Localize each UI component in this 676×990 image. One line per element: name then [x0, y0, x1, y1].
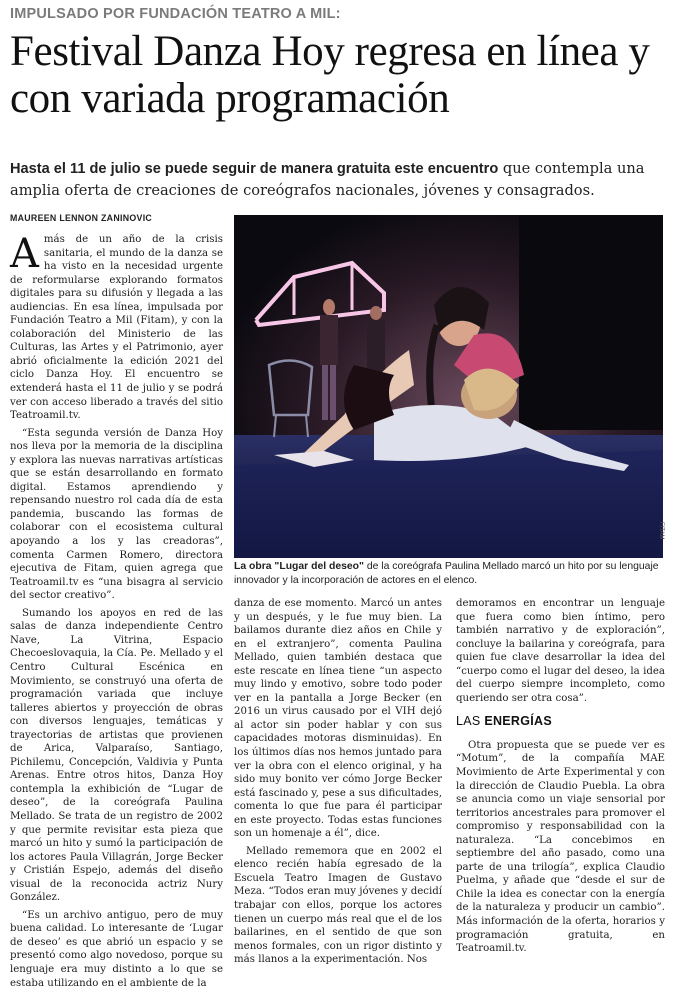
- article-paragraph: danza de ese momento. Marcó un antes y un después, y le fue muy bien. La bailamos durante diez años en Chile y en el extranjero”, comenta Paulina Mellado, quien también destaca que este rescate en línea tiene “un aspecto muy lindo y emotivo, sobre todo poder ver en la pantalla a Jorge Becker (en 2016 un virus causado por el VIH dejó al actor sin poder hablar y con sus capacidades motoras disminuidas). En los últimos días nos hemos juntado para ver la obra con el elenco original, y ha sido muy bonito ver cómo Jorge Becker está fascinado y, pese a sus dificultades, comenta lo que fue para él participar en este proyecto. Todas estas funciones son un homenaje a él”, dice.: [234, 598, 443, 840]
- article-paragraph: Sumando los apoyos en red de las salas de danza independiente Centro Nave, La Vitrina, Espacio Checoeslovaquia, la Cía. Pe. Mellado y el Centro Cultural Escénica en Movimiento, se construyó una oferta de programación variada que incluye talleres abiertos y proyección de obras con diversos lenguajes, temáticas y trayectorias de artistas que provienen de Arica, Valparaíso, Santiago, Pichilemu, Concepción, Valdivia y Punta Arenas. Entre otros hitos, Danza Hoy contempla la exhibición de “Lugar de deseo”, de la coreógrafa Paulina Mellado. Se trata de un registro de 2002 y que permite revisitar esta pieza que marcó un hito y sumó la participación de los actores Paula Villagrán, Jorge Becker y Cristián Espejo, además del diseño visual de la reconocida actriz Nury González.: [10, 607, 223, 904]
- article-paragraph: Otra propuesta que se puede ver es “Motum”, de la compañía MAE Movimiento de Arte Experimental y con la dirección de Claudio Puebla. La obra se anuncia como un viaje sensorial por territorios ancestrales para promover el compromiso y responsabilidad con la naturaleza. “La concebimos en septiembre del año pasado, como una parte de una trilogía”, explica Claudio Puelma, y añade que “desde el sur de Chile la idea es conectar con la energía de la naturaleza y producir un cambio”. Más información de la oferta, horarios y programación gratuita, en Teatroamil.tv.: [456, 739, 665, 955]
- article-paragraph: “Esta segunda versión de Danza Hoy nos lleva por la memoria de la disciplina y explora las nuevas narrativas artísticas que se están desarrollando en formato digital. Estamos aprendiendo y repensando nuestro rol cada día de esta pandemia, buscando las formas de colaborar con el ecosistema cultural apoyando a los y las creadoras”, comenta Carmen Romero, directora ejecutiva de Fitam, quien agrega que Teatroamil.tv es “una bisagra al servicio del sector creativo”.: [10, 427, 223, 602]
- article-column-3: [456, 597, 665, 973]
- article-column-1: [10, 231, 223, 989]
- article-paragraph: Mellado rememora que en 2002 el elenco recién había egresado de la Escuela Teatro Imagen de Gustavo Meza. “Todos eran muy jóvenes y decidí trabajar con ellos, porque los actores tienen un cuerpo más real que el de los bailarines, en el sentido de que son menos formales, con un rigor distinto y más llanos a la experimentación. Nos: [234, 845, 442, 966]
- lead-paragraph: [10, 158, 670, 201]
- kicker: IMPULSADO POR FUNDACIÓN TEATRO A MIL:: [10, 6, 341, 22]
- headline: Festival Danza Hoy regresa en línea y con variada programación: [10, 28, 650, 122]
- stage-photo: [234, 215, 663, 558]
- section-heading: LAS ENERGÍAS: [456, 714, 553, 729]
- article-paragraph: A más de un año de la crisis sanitaria, el mundo de la danza se ha visto en la necesidad urgente de reformularse explorando formatos digitales para su difusión y llegada a las audiencias. En esa línea, impulsada por Fundación Teatro a Mil (Fitam), y con la colaboración del Ministerio de las Culturas, las Artes y el Patrimonio, ayer abrió oficialmente la edición 2021 del ciclo Danza Hoy. El encuentro se extenderá hasta el 11 de julio y se podrá ver con acceso liberado a través del sitio Teatroamil.tv.: [10, 231, 223, 422]
- photo-credit: FITAM: [658, 522, 664, 540]
- dancers-photo-illustration: [234, 215, 663, 558]
- byline: MAUREEN LENNON ZANINOVIC: [10, 213, 153, 223]
- caption-rest: de la coreógrafa Paulina Mellado marcó un hito por su lenguaje innovador y la incorporación de actores en el elenco.: [234, 561, 659, 586]
- article-paragraph: demoramos en encontrar un lenguaje que fuera como bien íntimo, pero también narrativo y de exploración”, concluye la bailarina y coreógrafa, para quien fue clave desarrollar la idea del “cuerpo como el lugar del deseo, la idea del cuerpo siempre incompleto, como queriendo ser otra cosa”.: [456, 598, 665, 704]
- lead-rest: que contempla una amplia oferta de creaciones de coreógrafos nacionales, jóvenes y consagrados.: [10, 160, 645, 199]
- photo-caption: [234, 560, 664, 587]
- article-column-2: [234, 597, 442, 973]
- caption-bold: La obra "Lugar del deseo": [234, 561, 364, 572]
- article-paragraph: “Es un archivo antiguo, pero de muy buena calidad. Lo interesante de ‘Lugar de deseo’ es que abrió un espacio y se presentó como algo novedoso, porque su lenguaje era muy distinto a lo que se estaba utilizando en el ambiente de la: [10, 909, 223, 989]
- drop-cap: A: [10, 231, 39, 277]
- lead-bold: Hasta el 11 de julio se puede seguir de manera gratuita este encuentro: [10, 161, 499, 177]
